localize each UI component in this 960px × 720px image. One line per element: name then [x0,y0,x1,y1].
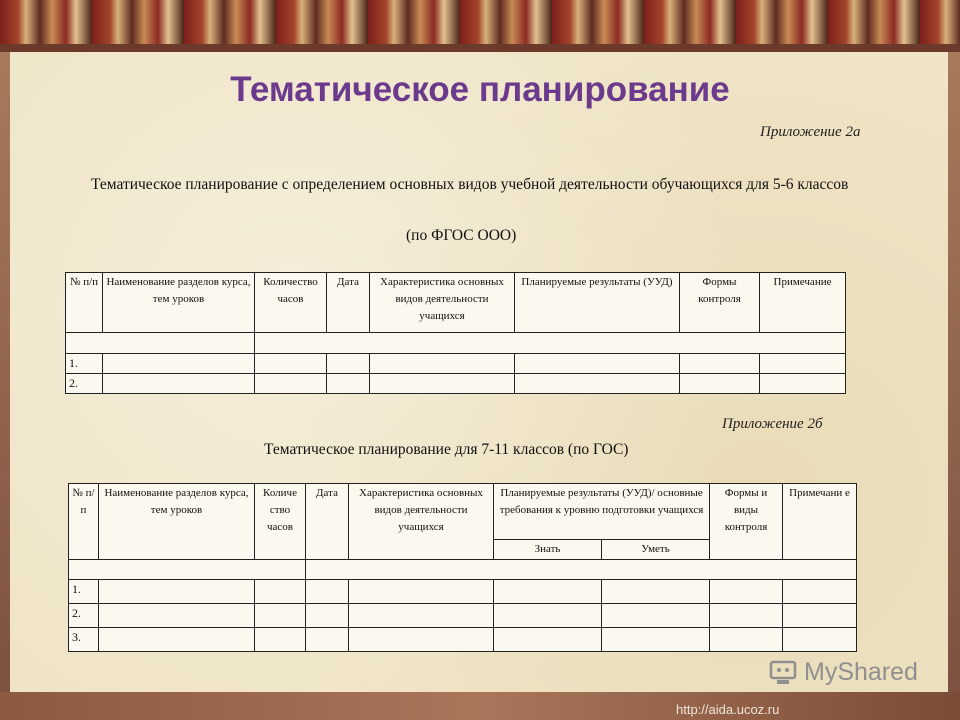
header-control: Формы и виды контроля [710,484,783,560]
section-cell [255,333,846,354]
header-date: Дата [327,273,370,333]
header-num: № п/п [66,273,103,333]
frame-left [0,52,10,692]
header-notes: Примечание [760,273,846,333]
header-date: Дата [306,484,349,560]
header-results: Планируемые результаты (УУД)/ основные требования к уровню подготовки учащихся [494,484,710,540]
row-number: 3. [69,628,99,652]
section-cell [69,560,306,580]
section-cell [66,333,255,354]
table-header-row [66,273,846,333]
table-b-caption: Тематическое планирование для 7-11 классов (по ГОС) [264,441,629,458]
myshared-watermark [768,658,918,687]
header-hours: Количе ство часов [255,484,306,560]
section-cell [306,560,857,580]
table-row [69,604,857,628]
header-activity: Характеристика основных видов деятельности учащихся [349,484,494,560]
page-title: Тематическое планирование [230,70,730,109]
frame-right [948,52,960,692]
watermark-text: MyShared [804,658,918,686]
source-url[interactable]: http://aida.ucoz.ru [676,702,780,717]
table-row [69,580,857,604]
header-control: Формы контроля [680,273,760,333]
planning-table-b [68,483,857,652]
table-a-caption: Тематическое планирование с определением основных видов учебной деятельности обучающихся для 5-6 классов [91,176,849,193]
frame-bottom [0,692,960,720]
table-a-subcaption: (по ФГОС ООО) [406,227,517,244]
header-notes: Примечани е [783,484,857,560]
header-activity: Характеристика основных видов деятельности учащихся [370,273,515,333]
header-name: Наименование разделов курса, тем уроков [99,484,255,560]
appendix-label-a: Приложение 2а [760,124,861,140]
row-number: 2. [66,374,103,394]
header-name: Наименование разделов курса, тем уроков [103,273,255,333]
header-hours: Количество часов [255,273,327,333]
table-header-row [69,484,857,540]
header-results: Планируемые результаты (УУД) [515,273,680,333]
header-know: Знать [494,540,602,560]
table-row [66,374,846,394]
planning-table-a [65,272,846,394]
row-number: 1. [66,354,103,374]
table-row [69,628,857,652]
table-row [66,354,846,374]
row-number: 2. [69,604,99,628]
myshared-logo-icon [768,659,800,687]
header-can: Уметь [602,540,710,560]
header-num: № п/п [69,484,99,560]
row-number: 1. [69,580,99,604]
appendix-label-b: Приложение 2б [722,416,823,432]
section-row [66,333,846,354]
section-row [69,560,857,580]
bookshelf-banner [0,0,960,52]
